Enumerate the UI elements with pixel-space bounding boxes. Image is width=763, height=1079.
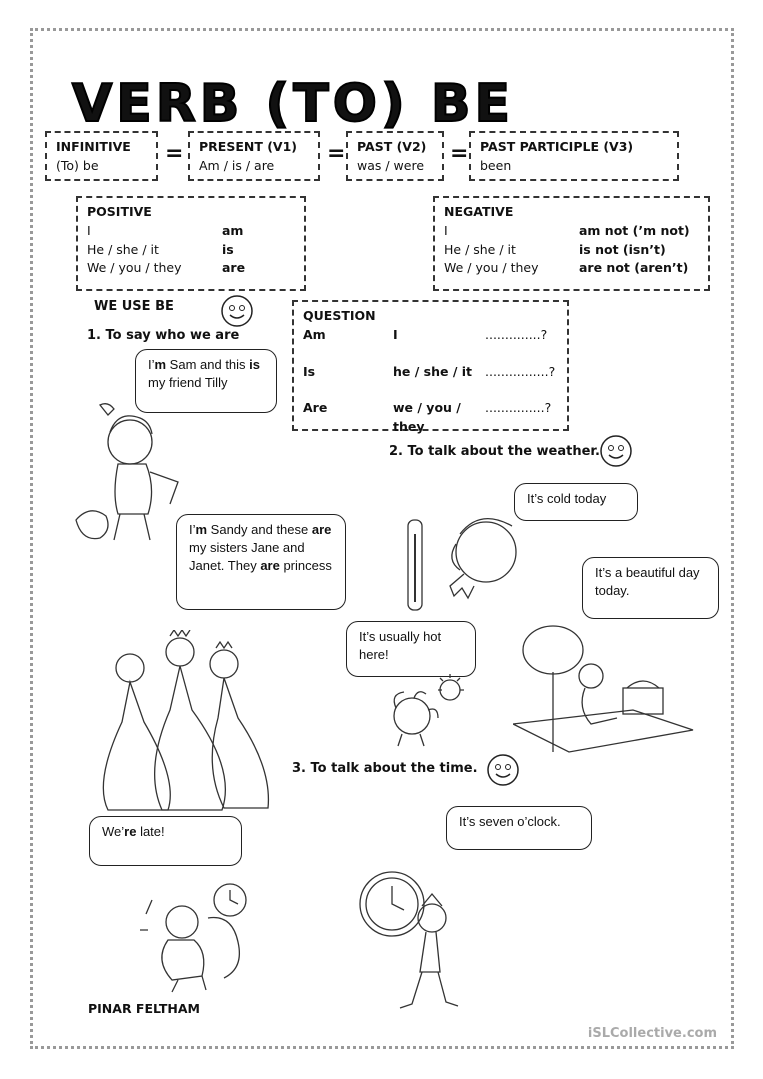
negative-box	[433, 196, 710, 291]
positive-box	[76, 196, 306, 291]
text-bold: is	[249, 357, 261, 372]
equals-sign: =	[327, 141, 346, 166]
verb: are not (aren’t)	[579, 260, 689, 276]
speech-bubble-beautiful: It’s a beautiful day today.	[582, 557, 719, 619]
cold-man-thermometer-illustration	[402, 504, 522, 614]
form-label: PRESENT (V1)	[199, 139, 298, 154]
smiley-icon	[220, 294, 254, 328]
equals-sign: =	[450, 141, 469, 166]
form-value: Am / is / are	[199, 157, 275, 173]
text: my sisters Jane and Janet. They	[189, 540, 305, 574]
page-title: VERB (TO) BE	[72, 74, 515, 134]
verb: Am	[303, 326, 326, 342]
use-1-heading: 1. To say who we are	[87, 328, 240, 343]
table-row	[444, 241, 699, 260]
table-row	[87, 259, 295, 278]
form-value: (To) be	[56, 157, 99, 173]
table-row	[303, 326, 558, 345]
verb: are	[222, 260, 246, 276]
answer-blank: ................?	[485, 363, 556, 379]
verb: Are	[303, 400, 328, 416]
table-row	[303, 399, 558, 437]
form-value: was / were	[357, 157, 425, 173]
subject: I	[393, 326, 398, 342]
subject: He / she / it	[87, 241, 159, 257]
text-bold: are	[311, 522, 332, 537]
subject: He / she / it	[444, 241, 516, 257]
picnic-boy-illustration	[513, 612, 697, 760]
verb: is	[222, 241, 234, 257]
text-bold: m	[154, 357, 167, 372]
text: princess	[279, 558, 332, 574]
princesses-illustration	[96, 630, 270, 814]
speech-bubble-cold: It’s cold today	[514, 483, 638, 521]
use-2-heading: 2. To talk about the weather.	[389, 444, 600, 459]
form-past-participle	[469, 131, 679, 181]
speech-bubble-late	[89, 816, 242, 866]
smiley-icon	[599, 434, 633, 468]
verb: am not (’m not)	[579, 222, 690, 238]
positive-heading: POSITIVE	[87, 204, 152, 219]
form-present	[188, 131, 320, 181]
table-row	[87, 222, 295, 241]
we-use-be-heading: WE USE BE	[94, 299, 174, 314]
text-bold: m	[195, 522, 208, 537]
text: Sandy and these	[207, 522, 312, 537]
negative-heading: NEGATIVE	[444, 204, 514, 219]
text: I’	[148, 357, 155, 372]
form-label: INFINITIVE	[56, 139, 131, 154]
form-past	[346, 131, 444, 181]
watermark: iSLCollective.com	[587, 1026, 717, 1041]
question-box	[292, 300, 569, 434]
subject: I	[444, 222, 448, 238]
form-label: PAST PARTICIPLE (V3)	[480, 139, 634, 154]
subject: We / you / they	[444, 260, 539, 276]
subject: we / you / they	[393, 400, 461, 434]
use-3-heading: 3. To talk about the time.	[292, 761, 478, 776]
text-bold: re	[124, 824, 137, 839]
text: I’	[189, 522, 196, 537]
form-infinitive	[45, 131, 158, 181]
table-row	[444, 222, 699, 241]
table-row	[444, 259, 699, 278]
form-value: been	[480, 157, 512, 173]
answer-blank: ...............?	[485, 400, 552, 416]
subject: he / she / it	[393, 363, 472, 379]
subject: I	[87, 222, 91, 238]
question-heading: QUESTION	[303, 308, 376, 323]
text-bold: are	[260, 558, 280, 574]
table-row	[87, 241, 295, 260]
pocket-watch-man-illustration	[354, 864, 492, 1014]
late-clock-characters-illustration	[138, 870, 278, 995]
table-row	[303, 363, 558, 382]
equals-sign: =	[165, 141, 184, 166]
author-name: PINAR FELTHAM	[88, 1001, 200, 1016]
text: Sam and this	[166, 357, 250, 372]
text: late!	[136, 824, 165, 839]
speech-bubble-hot: It’s usually hot here!	[346, 621, 476, 677]
subject: We / you / they	[87, 260, 182, 276]
boy-with-bird-illustration	[70, 402, 210, 550]
hot-sun-child-illustration	[384, 672, 466, 750]
answer-blank: ..............?	[485, 326, 548, 342]
verb: is not (isn’t)	[579, 241, 666, 257]
speech-bubble-seven: It’s seven o’clock.	[446, 806, 592, 850]
text: my friend Tilly	[148, 375, 228, 391]
verb: am	[222, 222, 244, 238]
form-label: PAST (V2)	[357, 139, 427, 154]
verb: Is	[303, 363, 316, 379]
text: We’	[102, 824, 125, 839]
